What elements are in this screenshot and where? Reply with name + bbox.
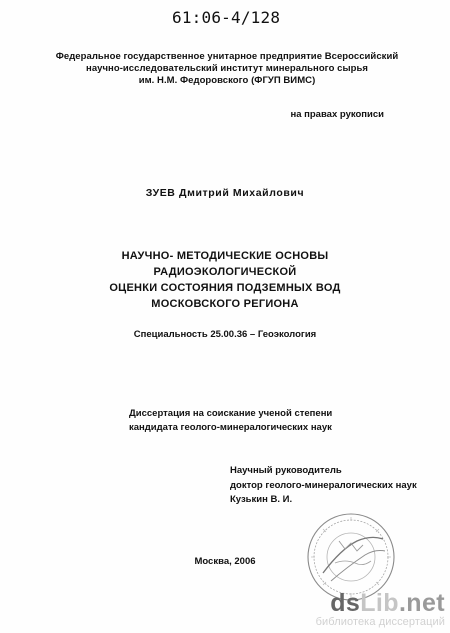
watermark-brand-ds: ds [330, 589, 361, 617]
catalog-number: 61:06-4/128 [172, 8, 281, 27]
author-name: ЗУЕВ Дмитрий Михайлович [145, 187, 305, 199]
dissertation-title [60, 248, 390, 312]
watermark-logo [263, 591, 445, 616]
specialty-line: Специальность 25.00.36 – Геоэкология [133, 329, 317, 340]
city-year: Москва, 2006 [194, 556, 256, 567]
advisor-line-2: доктор геолого-минералогических наук [230, 479, 417, 491]
degree-statement [129, 407, 349, 435]
institution-line-2: научно-исследовательский институт минерального сырья [86, 63, 368, 74]
degree-line-2: кандидата геолого-минералогических наук [129, 422, 332, 433]
watermark-tagline: библиотека диссертаций [315, 616, 445, 628]
institution-header [52, 51, 402, 87]
title-line-3: МОСКОВСКОГО РЕГИОНА [151, 298, 299, 310]
institution-line-1: Федеральное государственное унитарное предприятие Всероссийский [55, 51, 399, 62]
title-line-1: НАУЧНО- МЕТОДИЧЕСКИЕ ОСНОВЫ РАДИОЭКОЛОГИЧЕСКОЙ [121, 250, 329, 278]
institution-line-3: им. Н.М. Федоровского (ФГУП ВИМС) [138, 75, 316, 86]
watermark-brand-lib: Lib [360, 589, 399, 617]
scientific-advisor [230, 464, 420, 508]
advisor-line-3: Кузькин В. И. [230, 494, 293, 505]
site-watermark [263, 589, 445, 628]
title-line-2: ОЦЕНКИ СОСТОЯНИЯ ПОДЗЕМНЫХ ВОД [109, 282, 341, 294]
watermark-brand-net: .net [398, 589, 445, 617]
manuscript-note: на правах рукописи [290, 109, 384, 120]
advisor-line-1: Научный руководитель [230, 465, 342, 476]
degree-line-1: Диссертация на соискание ученой степени [129, 408, 333, 419]
